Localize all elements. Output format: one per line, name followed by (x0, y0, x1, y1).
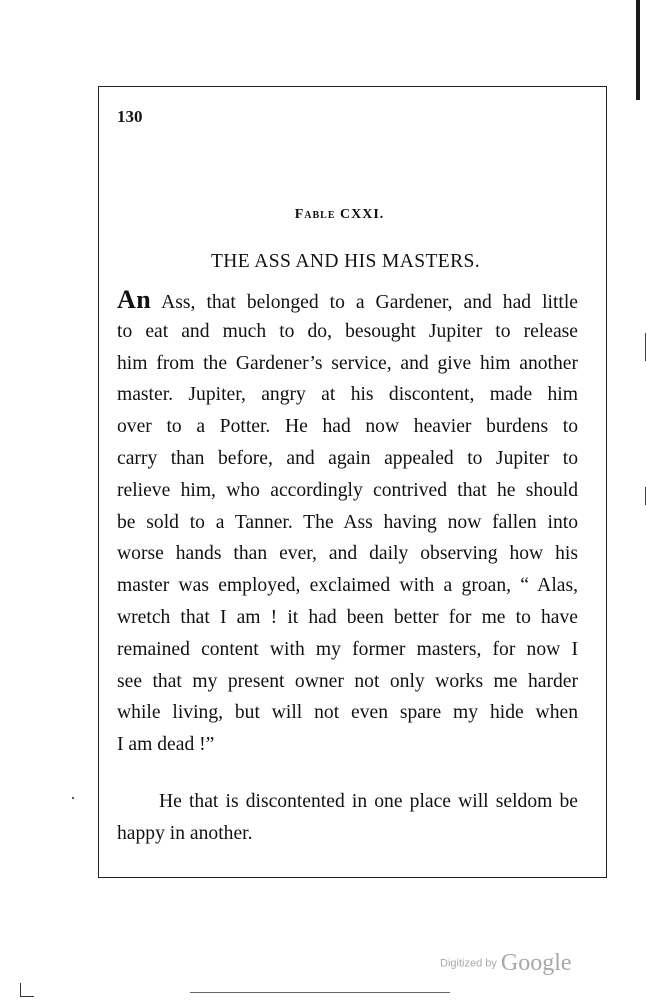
page-edge-bar (636, 0, 640, 100)
fable-body (117, 284, 578, 761)
body-line: I am dead !” (117, 734, 215, 756)
body-line: relieve him, who accordingly contrived that he should (117, 479, 578, 501)
body-line: be sold to a Tanner. The Ass having now fallen into (117, 511, 578, 533)
margin-mark (645, 333, 646, 361)
page-number: 130 (117, 107, 143, 126)
moral-line: He that is discontented in one place will seldom be (159, 791, 578, 812)
google-logo: Google (500, 950, 572, 976)
body-line: over to a Potter. He had now heavier burdens to (117, 416, 578, 438)
body-line (117, 284, 578, 316)
speck (72, 797, 74, 799)
body-line: master. Jupiter, angry at his discontent, made him (117, 384, 578, 406)
body-line: wretch that I am ! it had been better for me to have (117, 606, 578, 628)
fable-number: Fable CXXI. (294, 207, 385, 222)
dropcap: An (117, 285, 152, 314)
corner-mark (20, 983, 34, 997)
margin-mark (645, 487, 646, 505)
body-line: see that my present owner not only works me harder (117, 670, 578, 692)
moral-line: happy in another. (117, 823, 253, 844)
fable-title: THE ASS AND HIS MASTERS. (210, 251, 481, 272)
digitized-watermark (440, 950, 572, 977)
body-line: to eat and much to do, besought Jupiter to release (117, 320, 578, 342)
body-line: remained content with my former masters, for now I (117, 638, 578, 660)
body-line-text: Ass, that belonged to a Gardener, and had little (151, 292, 578, 313)
body-line: worse hands than ever, and daily observing how his (117, 543, 578, 565)
body-line: him from the Gardener’s service, and give him another (117, 352, 578, 374)
fable-moral (117, 786, 578, 850)
watermark-prefix: Digitized by (440, 957, 497, 970)
body-line: while living, but will not even spare my hide when (117, 702, 578, 724)
footer-rule (190, 992, 450, 993)
body-line: carry than before, and again appealed to Jupiter to (117, 447, 578, 469)
body-line: master was employed, exclaimed with a groan, “ Alas, (117, 575, 578, 597)
